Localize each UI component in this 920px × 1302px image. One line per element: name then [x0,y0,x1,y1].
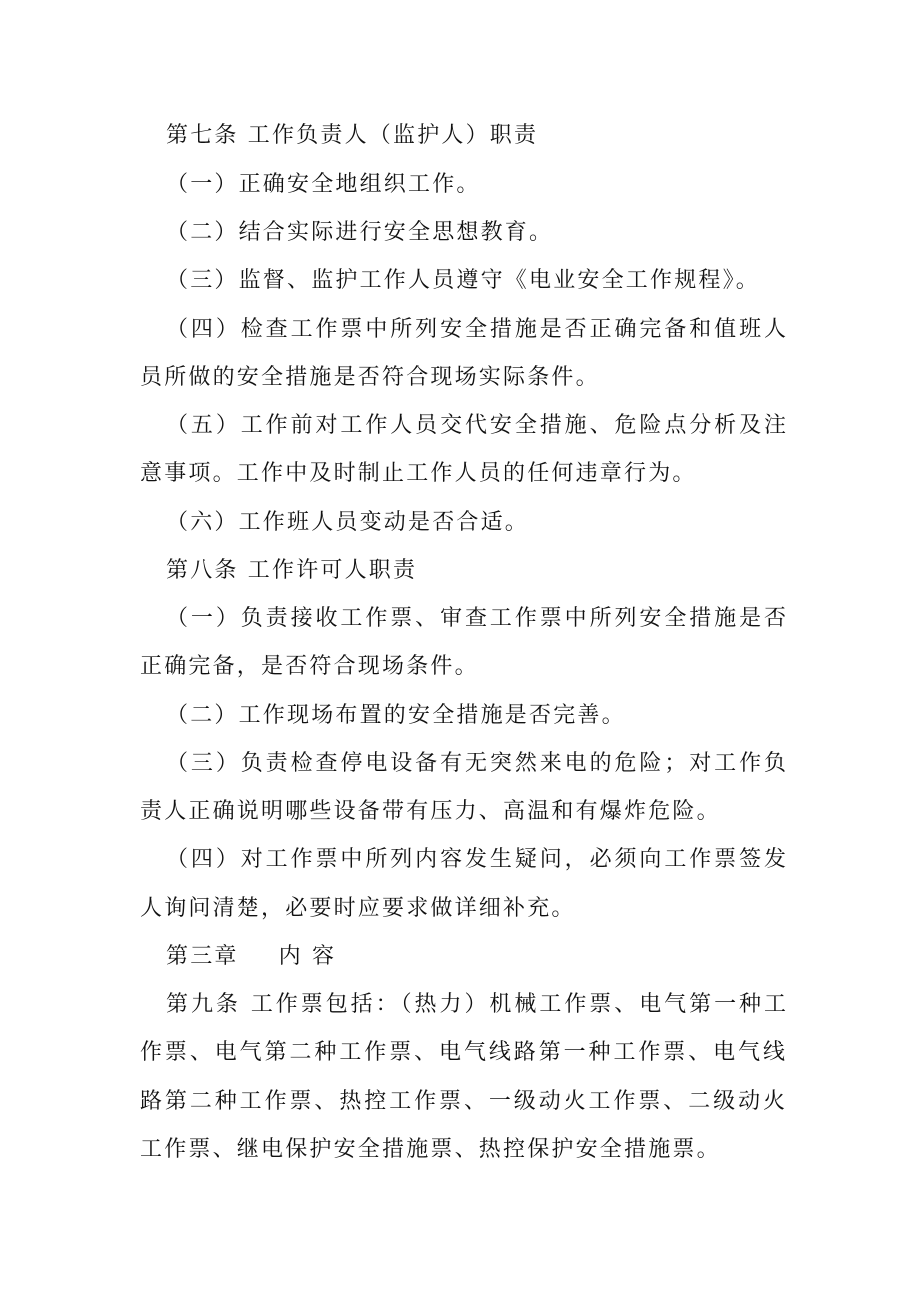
article-8-heading: 第八条 工作许可人职责 [166,558,418,583]
article-7-heading: 第七条 工作负责人（监护人）职责 [166,123,539,148]
article-8-item-3-line-2: 责人正确说明哪些设备带有压力、高温和有爆炸危险。 [140,799,721,824]
article-8-item-2: （二）工作现场布置的安全措施是否完善。 [166,703,626,728]
article-9-line-1: 第九条 工作票包括：（热力）机械工作票、电气第一种工 [166,992,786,1017]
article-7-item-5-line-1: （五）工作前对工作人员交代安全措施、危险点分析及注 [166,413,786,438]
chapter-number: 第三章 [166,944,239,969]
article-9-line-2: 作票、电气第二种工作票、电气线路第一种工作票、电气线 [140,1040,785,1065]
article-8-item-4-line-2: 人询问清楚，必要时应要求做详细补充。 [140,896,576,921]
chapter-3-heading [166,942,786,972]
article-9-line-3: 路第二种工作票、热控工作票、一级动火工作票、二级动火 [140,1089,785,1114]
article-7-item-6: （六）工作班人员变动是否合适。 [166,510,530,535]
article-7-item-4-line-1: （四）检查工作票中所列安全措施是否正确完备和值班人 [166,317,786,342]
article-7-item-1: （一）正确安全地组织工作。 [166,172,481,197]
article-7-item-2: （二）结合实际进行安全思想教育。 [166,220,554,245]
chapter-title: 内 容 [278,944,337,969]
article-7-item-3: （三）监督、监护工作人员遵守《电业安全工作规程》。 [166,268,761,293]
article-8-item-4-line-1: （四）对工作票中所列内容发生疑问，必须向工作票签发 [166,847,786,872]
article-8-item-1-line-2: 正确完备，是否符合现场条件。 [140,654,479,679]
article-8-item-3-line-1: （三）负责检查停电设备有无突然来电的危险；对工作负 [166,751,786,776]
article-8-item-1-line-1: （一）负责接收工作票、审查工作票中所列安全措施是否 [166,606,786,631]
article-7-item-5-line-2: 意事项。工作中及时制止工作人员的任何违章行为。 [140,461,697,486]
article-7-item-4-line-2: 员所做的安全措施是否符合现场实际条件。 [140,365,600,390]
article-9-line-4: 工作票、继电保护安全措施票、热控保护安全措施票。 [140,1137,721,1162]
